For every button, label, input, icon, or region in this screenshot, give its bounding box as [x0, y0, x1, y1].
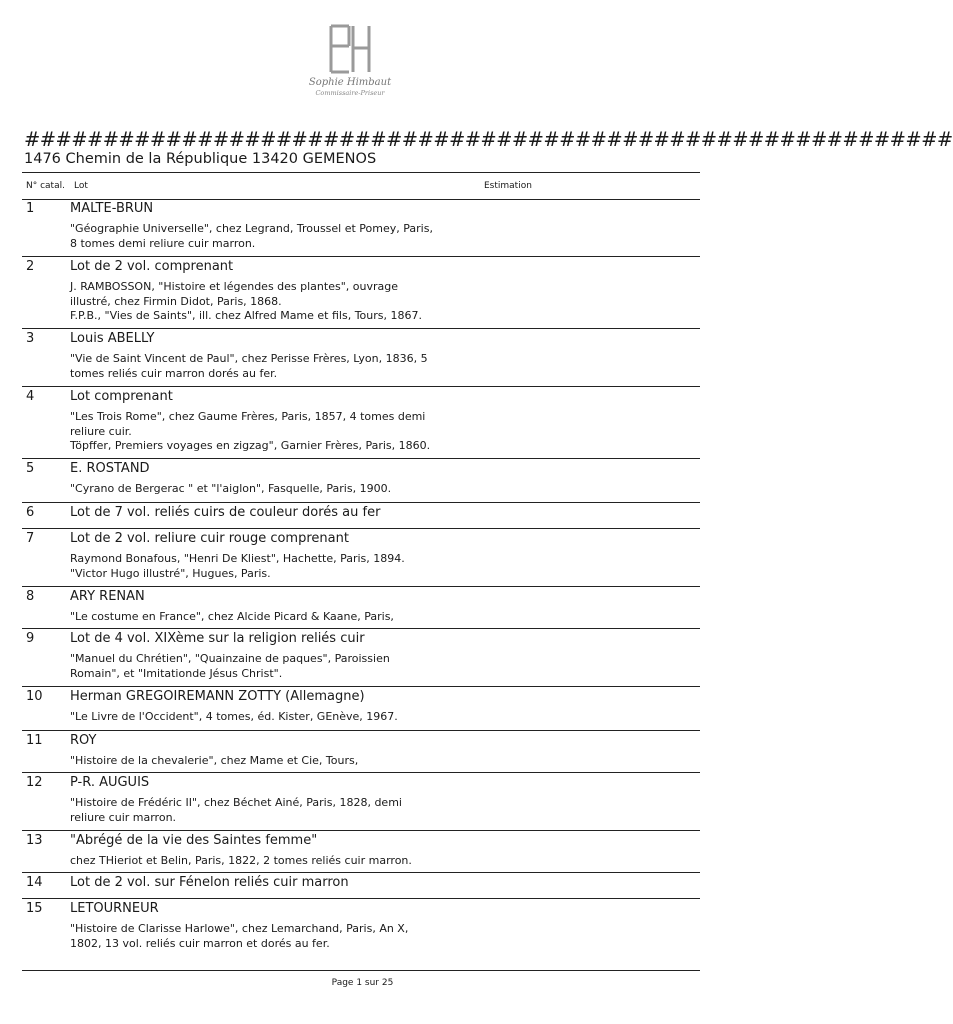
lot-number: 8 — [26, 589, 35, 604]
lot-description-line: "Le costume en France", chez Alcide Picard & Kaane, Paris, — [70, 610, 394, 623]
lot-title: Louis ABELLY — [70, 331, 155, 346]
lot-row — [22, 872, 700, 899]
lot-title: LETOURNEUR — [70, 901, 159, 916]
lot-title: Lot de 7 vol. reliés cuirs de couleur dorés au fer — [70, 505, 381, 520]
lot-description — [70, 352, 460, 381]
lot-number: 14 — [26, 875, 43, 890]
lot-description-line: "Histoire de Frédéric II", chez Béchet Ainé, Paris, 1828, demi — [70, 796, 402, 809]
lot-number: 13 — [26, 833, 43, 848]
lot-description-line: "Cyrano de Bergerac " et "l'aiglon", Fasquelle, Paris, 1900. — [70, 482, 392, 495]
lot-description-line: Romain", et "Imitationde Jésus Christ". — [70, 666, 283, 680]
lot-description-line: Raymond Bonafous, "Henri De Kliest", Hachette, Paris, 1894. — [70, 552, 405, 565]
lot-row — [22, 628, 700, 687]
lot-number: 3 — [26, 331, 35, 346]
lot-number: 11 — [26, 733, 43, 748]
lot-title: E. ROSTAND — [70, 461, 150, 476]
lot-title: P-R. AUGUIS — [70, 775, 150, 790]
lot-description-line: "Histoire de la chevalerie", chez Mame et Cie, Tours, — [70, 754, 359, 767]
lot-description — [70, 922, 460, 951]
lot-number: 6 — [26, 505, 35, 520]
lot-description-line: 8 tomes demi reliure cuir marron. — [70, 236, 256, 250]
lot-description — [70, 754, 460, 769]
lot-number: 5 — [26, 461, 35, 476]
lot-description — [70, 854, 460, 869]
lot-description-line: "Les Trois Rome", chez Gaume Frères, Paris, 1857, 4 tomes demi — [70, 410, 426, 423]
lot-row — [22, 256, 700, 329]
lot-row — [22, 198, 700, 257]
lot-description-line: tomes reliés cuir marron dorés au fer. — [70, 366, 278, 380]
lot-title: Lot comprenant — [70, 389, 173, 404]
auctioneer-logo — [300, 22, 400, 112]
lot-description — [70, 710, 460, 725]
lot-description — [70, 222, 460, 251]
col-num-label: N° catal. — [26, 181, 65, 191]
hash-line: ########################################################### — [24, 128, 953, 151]
lot-row — [22, 386, 700, 459]
lot-description — [70, 796, 460, 825]
lot-description — [70, 482, 460, 497]
lot-description-line: Töpffer, Premiers voyages en zigzag", Garnier Frères, Paris, 1860. — [70, 439, 431, 452]
lot-title: "Abrégé de la vie des Saintes femme" — [70, 833, 318, 848]
lot-description-line: "Le Livre de l'Occident", 4 tomes, éd. Kister, GEnève, 1967. — [70, 710, 398, 723]
lot-number: 7 — [26, 531, 35, 546]
lot-description-line: chez THieriot et Belin, Paris, 1822, 2 tomes reliés cuir marron. — [70, 854, 412, 867]
lot-number: 4 — [26, 389, 35, 404]
lot-row — [22, 328, 700, 387]
lot-description-line: J. RAMBOSSON, "Histoire et légendes des plantes", ouvrage — [70, 280, 398, 293]
lot-title: MALTE-BRUN — [70, 201, 154, 216]
lot-description — [70, 652, 460, 681]
lot-description — [70, 280, 460, 324]
lot-number: 2 — [26, 259, 35, 274]
lot-description-line: illustré, chez Firmin Didot, Paris, 1868. — [70, 294, 282, 308]
lot-title: Lot de 4 vol. XIXème sur la religion reliés cuir — [70, 631, 365, 646]
lot-row — [22, 830, 700, 873]
lot-description-line: F.P.B., "Vies de Saints", ill. chez Alfred Mame et fils, Tours, 1867. — [70, 309, 422, 322]
address: 1476 Chemin de la République 13420 GEMENOS — [24, 151, 377, 167]
lot-description-line: 1802, 13 vol. reliés cuir marron et dorés au fer. — [70, 936, 330, 950]
lot-row — [22, 898, 700, 970]
lot-description-line: "Histoire de Clarisse Harlowe", chez Lemarchand, Paris, An X, — [70, 922, 409, 935]
lot-number: 1 — [26, 201, 35, 216]
lot-row — [22, 458, 700, 503]
footer-divider — [22, 970, 700, 971]
lot-description — [70, 610, 460, 625]
logo-role: Commissaire-Priseur — [315, 89, 385, 97]
col-estimate-label: Estimation — [484, 181, 532, 191]
column-header — [22, 172, 700, 200]
lot-description-line: "Vie de Saint Vincent de Paul", chez Perisse Frères, Lyon, 1836, 5 — [70, 352, 428, 365]
page-number: Page 1 sur 25 — [331, 978, 394, 988]
lot-number: 9 — [26, 631, 35, 646]
lot-number: 10 — [26, 689, 43, 704]
sh-monogram-icon — [327, 22, 373, 76]
lot-description-line: reliure cuir marron. — [70, 810, 177, 824]
lot-description-line: "Victor Hugo illustré", Hugues, Paris. — [70, 566, 271, 580]
lot-row — [22, 730, 700, 773]
col-lot-label: Lot — [74, 181, 88, 191]
lot-description — [70, 410, 460, 454]
logo-name: Sophie Himbaut — [308, 77, 392, 88]
lot-row — [22, 686, 700, 731]
lot-title: Lot de 2 vol. sur Fénelon reliés cuir marron — [70, 875, 349, 890]
lot-number: 12 — [26, 775, 43, 790]
lot-row — [22, 586, 700, 629]
lot-description-line: "Géographie Universelle", chez Legrand, Troussel et Pomey, Paris, — [70, 222, 433, 235]
lot-title: Herman GREGOIREMANN ZOTTY (Allemagne) — [70, 689, 365, 704]
lot-description-line: "Manuel du Chrétien", "Quainzaine de paques", Paroissien — [70, 652, 390, 665]
lot-title: ROY — [70, 733, 97, 748]
lot-row — [22, 528, 700, 587]
lot-description-line: reliure cuir. — [70, 424, 132, 438]
lot-row — [22, 772, 700, 831]
lot-title: Lot de 2 vol. comprenant — [70, 259, 234, 274]
lot-row — [22, 502, 700, 529]
lot-title: ARY RENAN — [70, 589, 145, 604]
lot-description — [70, 552, 460, 581]
lot-title: Lot de 2 vol. reliure cuir rouge comprenant — [70, 531, 349, 546]
lot-number: 15 — [26, 901, 43, 916]
